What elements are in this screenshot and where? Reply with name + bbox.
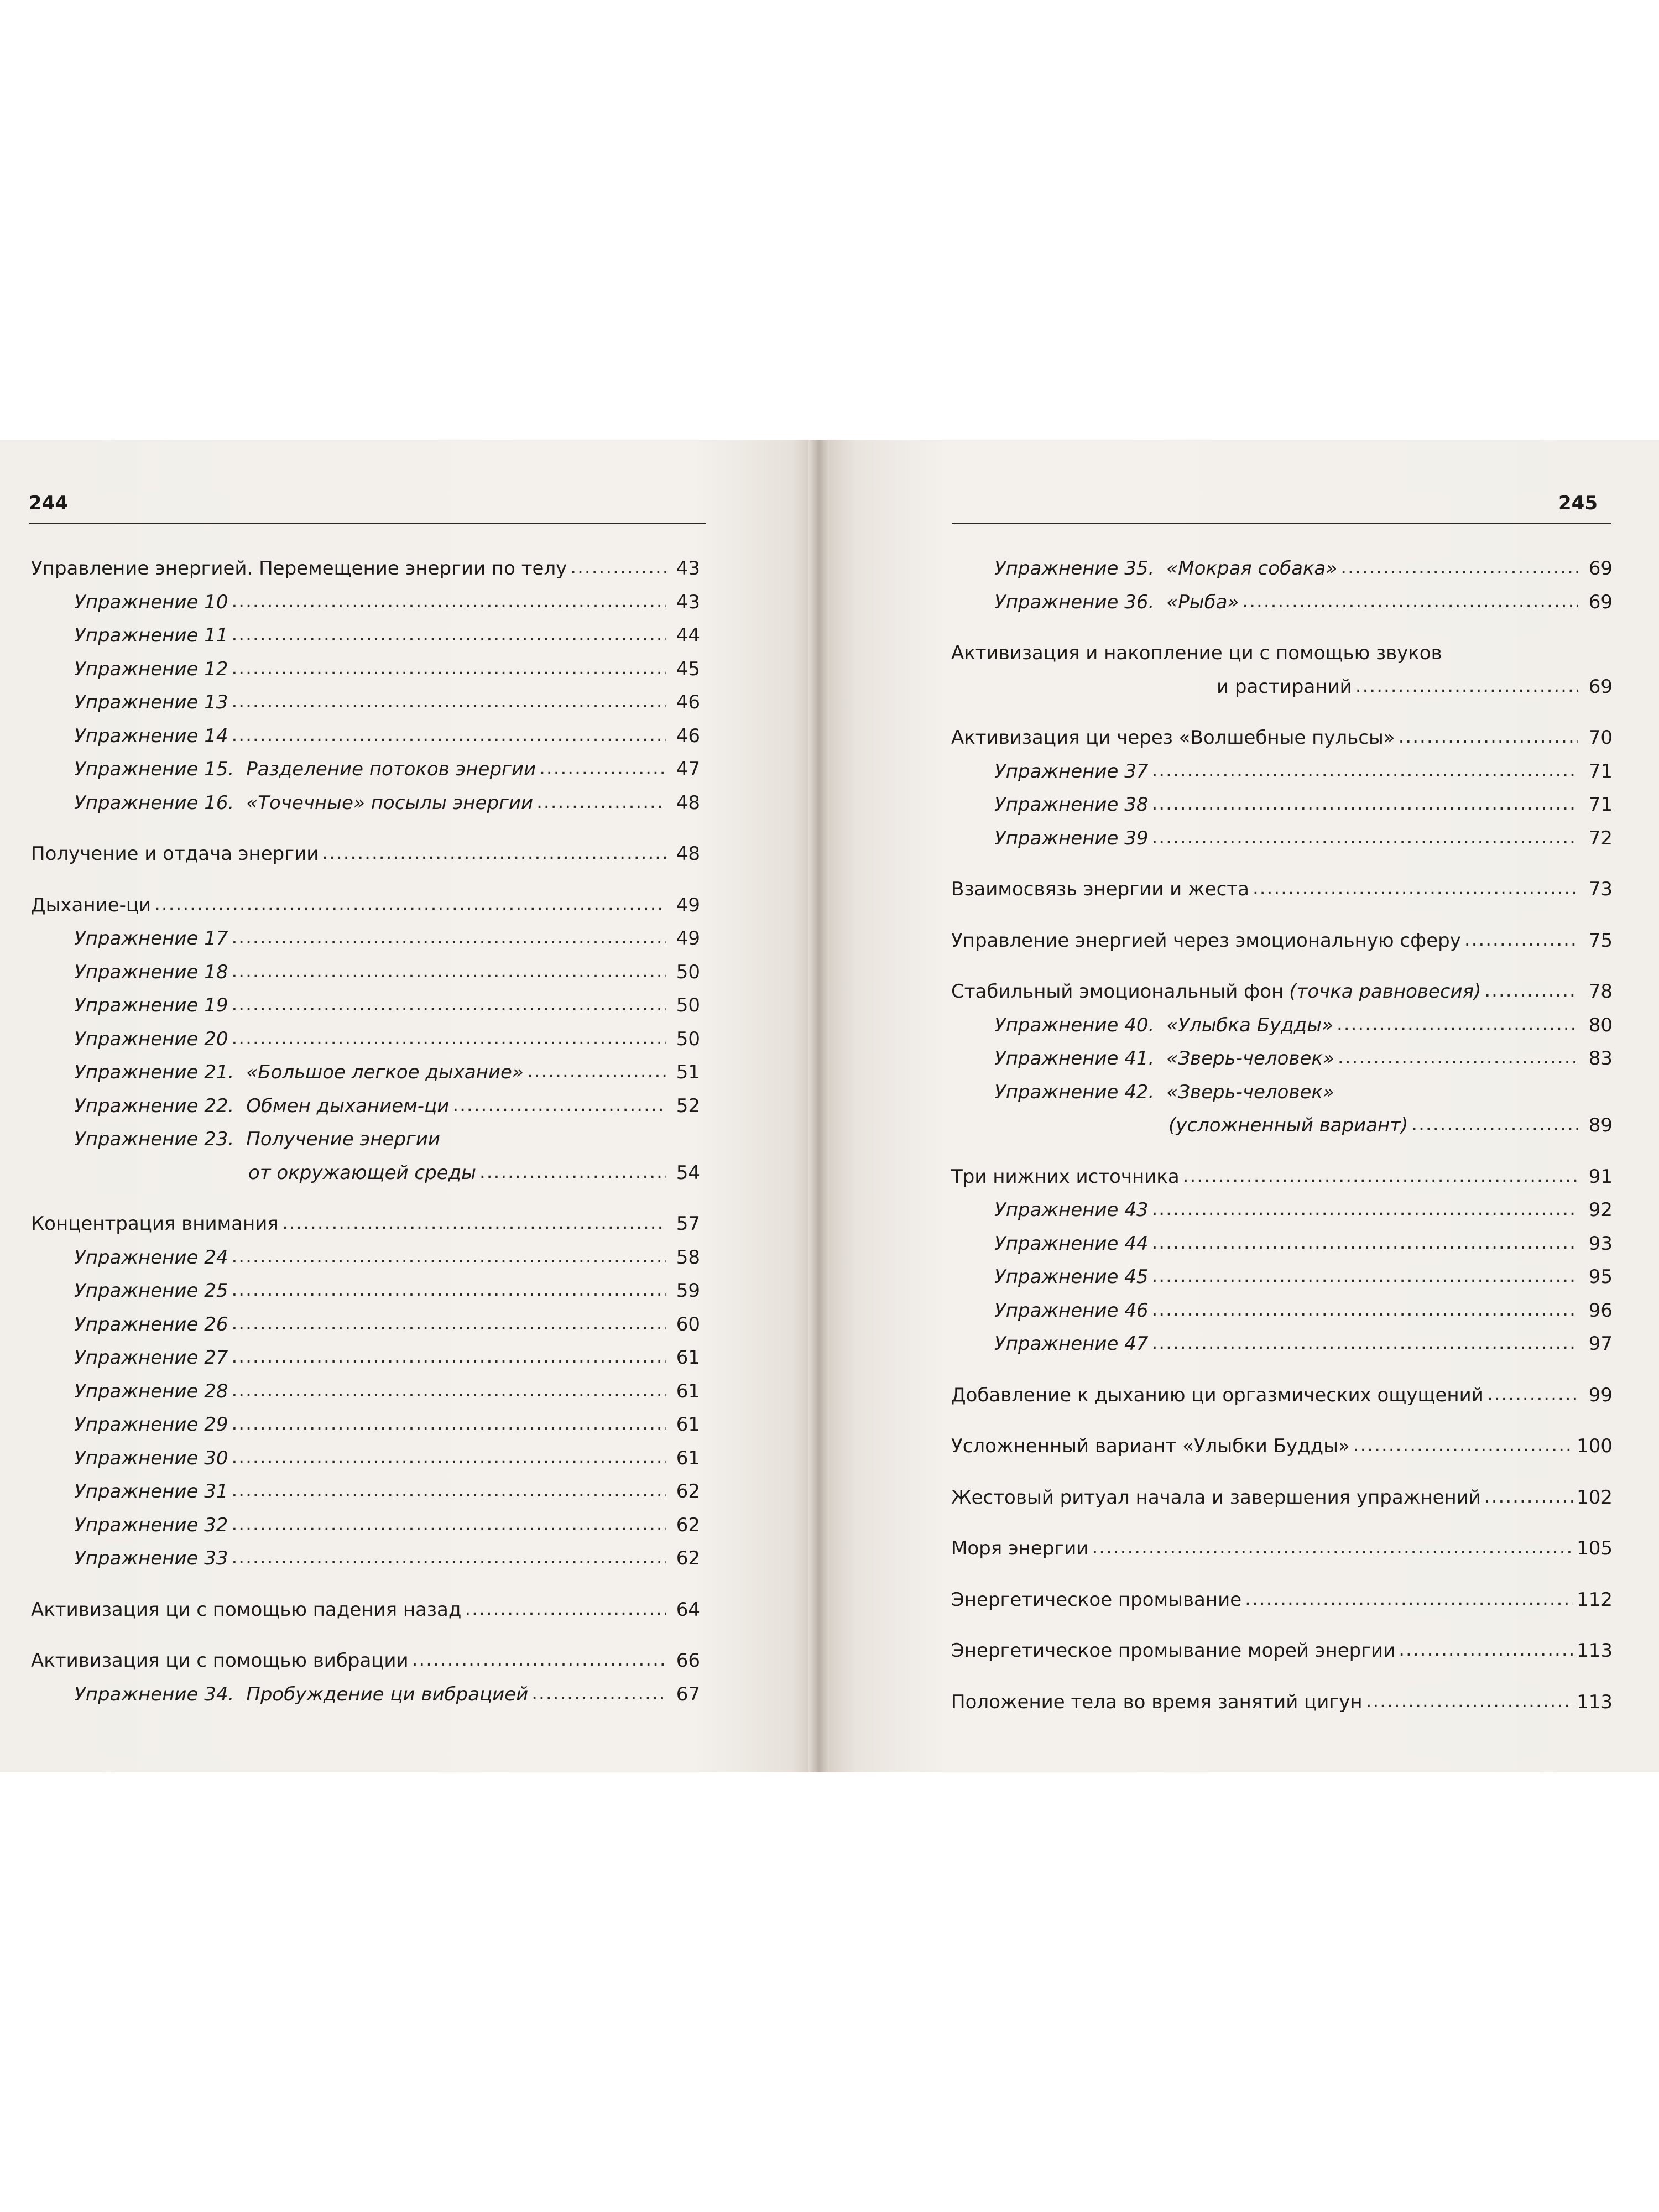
page-ref: 45 — [676, 658, 700, 680]
dot-leader — [479, 1155, 666, 1189]
toc-exercise-entry — [31, 686, 700, 719]
exercise-number: Упражнение 25 — [74, 1280, 228, 1302]
exercise-number: Упражнение 45 — [994, 1266, 1149, 1288]
dot-leader — [1484, 1480, 1573, 1514]
page-ref: 69 — [1588, 591, 1613, 613]
page-ref: 113 — [1577, 1640, 1613, 1662]
page-ref: 80 — [1588, 1014, 1613, 1036]
section-title: Жестовый ритуал начала и завершения упражнений — [951, 1486, 1481, 1509]
toc-exercise-entry — [31, 753, 700, 786]
exercise-number: Упражнение 36. — [994, 591, 1155, 613]
right-page-number: 245 — [1558, 492, 1598, 514]
exercise-number: Упражнение 35. — [994, 557, 1155, 580]
left-toc — [31, 552, 700, 1711]
page-ref: 71 — [1588, 760, 1613, 782]
section-title: Получение и отдача энергии — [31, 843, 319, 865]
page-ref: 75 — [1588, 929, 1613, 952]
toc-section-entry — [951, 1686, 1613, 1719]
page-ref: 91 — [1588, 1165, 1613, 1188]
dot-leader — [231, 1240, 666, 1274]
toc-exercise-entry — [951, 1193, 1613, 1227]
entry-title-continuation: и растираний — [1217, 675, 1352, 698]
toc-exercise-entry — [31, 619, 700, 653]
dot-leader — [231, 1021, 666, 1055]
book-gutter — [808, 440, 830, 1772]
toc-exercise-entry — [31, 1056, 700, 1089]
toc-exercise-entry — [31, 1123, 700, 1190]
dot-leader — [1399, 1633, 1573, 1667]
exercise-number: Упражнение 16. — [74, 791, 234, 814]
dot-leader — [1355, 669, 1578, 703]
dot-leader — [231, 1273, 666, 1307]
page-ref: 69 — [1588, 675, 1613, 698]
page-ref: 64 — [676, 1598, 700, 1621]
exercise-title: Пробуждение ци вибрацией — [246, 1683, 529, 1705]
dot-leader — [1245, 1582, 1573, 1616]
page-ref: 95 — [1588, 1266, 1613, 1288]
page-ref: 57 — [676, 1213, 700, 1235]
dot-leader — [231, 651, 666, 685]
exercise-number: Упражнение 42. — [994, 1081, 1155, 1103]
exercise-number: Упражнение 27 — [74, 1347, 228, 1369]
section-title-italic: (точка равновесия) — [1289, 980, 1481, 1003]
toc-exercise-entry — [31, 1475, 700, 1509]
page-ref: 100 — [1577, 1435, 1613, 1457]
exercise-title: «Зверь-человек» — [1166, 1081, 1334, 1103]
toc-exercise-entry — [31, 786, 700, 820]
exercise-title: Обмен дыханием-ци — [246, 1094, 450, 1117]
left-header-rule — [29, 523, 706, 524]
toc-exercise-entry — [951, 1327, 1613, 1361]
page-ref: 70 — [1588, 727, 1613, 749]
toc-section-entry — [31, 837, 700, 871]
dot-leader — [1487, 1378, 1578, 1411]
dot-leader — [412, 1643, 666, 1677]
dot-leader — [1092, 1531, 1573, 1564]
page-ref: 67 — [676, 1683, 700, 1705]
page-ref: 46 — [676, 691, 700, 713]
toc-section-entry — [31, 1207, 700, 1241]
dot-leader — [1151, 754, 1578, 787]
exercise-number: Упражнение 34. — [74, 1683, 234, 1705]
toc-section-entry — [951, 1532, 1613, 1566]
toc-exercise-entry — [951, 1260, 1613, 1294]
dot-leader — [282, 1206, 666, 1240]
page-ref: 102 — [1577, 1486, 1613, 1509]
dot-leader — [1411, 1108, 1578, 1141]
section-title: Дыхание-ци — [31, 894, 152, 916]
page-ref: 50 — [676, 961, 700, 983]
page-ref: 69 — [1588, 557, 1613, 580]
dot-leader — [231, 1407, 666, 1441]
section-title: Активизация ци с помощью вибрации — [31, 1650, 409, 1672]
entry-title-continuation: от окружающей среды — [248, 1161, 476, 1184]
toc-section-entry — [951, 721, 1613, 755]
toc-exercise-entry — [31, 1678, 700, 1712]
exercise-number: Упражнение 31 — [74, 1480, 228, 1503]
toc-exercise-entry — [951, 1294, 1613, 1328]
section-title: Энергетическое промывание — [951, 1588, 1242, 1611]
page-ref: 48 — [676, 791, 700, 814]
section-title: Три нижних источника — [951, 1165, 1180, 1188]
exercise-number: Упражнение 41. — [994, 1047, 1155, 1070]
toc-section-entry — [951, 1160, 1613, 1194]
exercise-number: Упражнение 14 — [74, 724, 228, 747]
exercise-number: Упражнение 24 — [74, 1246, 228, 1269]
toc-section-entry — [951, 1379, 1613, 1412]
toc-exercise-entry — [951, 586, 1613, 619]
section-title: Концентрация внимания — [31, 1213, 279, 1235]
toc-exercise-entry — [31, 1442, 700, 1475]
exercise-number: Упражнение 29 — [74, 1413, 228, 1436]
dot-leader — [1151, 1293, 1578, 1327]
dot-leader — [1399, 720, 1578, 754]
page-ref: 83 — [1588, 1047, 1613, 1070]
dot-leader — [231, 1307, 666, 1340]
toc-exercise-entry — [31, 956, 700, 989]
page-ref: 61 — [676, 1413, 700, 1436]
section-title: Усложненный вариант «Улыбки Будды» — [951, 1435, 1350, 1457]
section-title: Управление энергией через эмоциональную сферу — [951, 929, 1461, 952]
dot-leader — [531, 1677, 666, 1710]
exercise-number: Упражнение 33 — [74, 1547, 228, 1569]
dot-leader — [231, 685, 666, 718]
toc-exercise-entry — [31, 1341, 700, 1375]
toc-section-entry — [951, 924, 1613, 958]
dot-leader — [1253, 872, 1578, 905]
exercise-number: Упражнение 21. — [74, 1061, 234, 1083]
page-ref: 113 — [1577, 1691, 1613, 1713]
exercise-number: Упражнение 19 — [74, 994, 228, 1016]
page-ref: 62 — [676, 1480, 700, 1503]
dot-leader — [1151, 1259, 1578, 1293]
exercise-title: «Зверь-человек» — [1166, 1047, 1334, 1070]
right-toc — [951, 552, 1613, 1719]
dot-leader — [1151, 821, 1578, 854]
dot-leader — [1338, 1041, 1578, 1074]
exercise-number: Упражнение 13 — [74, 691, 228, 713]
left-page-number: 244 — [29, 492, 68, 514]
page-ref: 52 — [676, 1094, 700, 1117]
dot-leader — [1464, 923, 1578, 957]
exercise-number: Упражнение 15. — [74, 758, 234, 780]
dot-leader — [527, 1055, 666, 1088]
exercise-number: Упражнение 28 — [74, 1380, 228, 1402]
dot-leader — [231, 988, 666, 1021]
dot-leader — [231, 954, 666, 988]
exercise-number: Упражнение 47 — [994, 1333, 1149, 1355]
page-ref: 71 — [1588, 794, 1613, 816]
exercise-title: «Большое легкое дыхание» — [246, 1061, 524, 1083]
exercise-number: Упражнение 20 — [74, 1027, 228, 1050]
page-ref: 50 — [676, 994, 700, 1016]
page-ref: 112 — [1577, 1588, 1613, 1611]
page-ref: 99 — [1588, 1384, 1613, 1406]
toc-exercise-entry — [31, 586, 700, 619]
exercise-title: «Мокрая собака» — [1166, 557, 1338, 580]
toc-exercise-entry — [31, 1022, 700, 1056]
toc-exercise-entry — [31, 1542, 700, 1575]
toc-exercise-entry — [31, 1274, 700, 1308]
toc-exercise-entry — [951, 1042, 1613, 1076]
page-ref: 51 — [676, 1061, 700, 1083]
toc-exercise-entry — [951, 1227, 1613, 1261]
toc-section-entry — [951, 637, 1613, 703]
page-ref: 61 — [676, 1347, 700, 1369]
exercise-number: Упражнение 38 — [994, 794, 1149, 816]
exercise-title: Получение энергии — [246, 1128, 440, 1150]
dot-leader — [1151, 1192, 1578, 1226]
toc-exercise-entry — [951, 755, 1613, 789]
section-title: Взаимосвязь энергии и жеста — [951, 878, 1249, 900]
exercise-number: Упражнение 18 — [74, 961, 228, 983]
toc-section-entry — [31, 1593, 700, 1627]
page-ref: 49 — [676, 927, 700, 950]
toc-exercise-entry — [31, 719, 700, 753]
page-ref: 47 — [676, 758, 700, 780]
dot-leader — [231, 1374, 666, 1407]
page-ref: 89 — [1588, 1114, 1613, 1136]
exercise-number: Упражнение 11 — [74, 624, 228, 646]
toc-section-entry — [951, 975, 1613, 1009]
dot-leader — [536, 785, 666, 819]
dot-leader — [1353, 1428, 1573, 1462]
dot-leader — [1151, 1226, 1578, 1260]
page-ref: 59 — [676, 1280, 700, 1302]
toc-exercise-entry — [951, 1076, 1613, 1142]
section-title: Активизация ци с помощью падения назад — [31, 1598, 462, 1621]
exercise-number: Упражнение 37 — [994, 760, 1149, 782]
exercise-number: Упражнение 10 — [74, 591, 228, 613]
dot-leader — [1242, 585, 1578, 618]
dot-leader — [1366, 1684, 1574, 1718]
dot-leader — [231, 1340, 666, 1374]
dot-leader — [231, 1541, 666, 1574]
page-ref: 66 — [676, 1650, 700, 1672]
page-ref: 61 — [676, 1447, 700, 1469]
toc-section-entry — [951, 873, 1613, 906]
toc-exercise-entry — [951, 788, 1613, 822]
dot-leader — [1183, 1159, 1578, 1193]
toc-exercise-entry — [31, 1308, 700, 1342]
dot-leader — [154, 888, 666, 921]
toc-section-entry — [951, 1430, 1613, 1463]
exercise-title: «Точечные» посылы энергии — [246, 791, 534, 814]
page-ref: 50 — [676, 1027, 700, 1050]
toc-exercise-entry — [951, 552, 1613, 586]
page-ref: 43 — [676, 591, 700, 613]
section-title: Моря энергии — [951, 1537, 1089, 1559]
page-ref: 62 — [676, 1547, 700, 1569]
dot-leader — [231, 1507, 666, 1541]
page-ref: 105 — [1577, 1537, 1613, 1559]
section-title: Энергетическое промывание морей энергии — [951, 1640, 1396, 1662]
dot-leader — [1340, 551, 1578, 585]
page-ref: 92 — [1588, 1199, 1613, 1221]
page-ref: 43 — [676, 557, 700, 580]
toc-section-entry — [31, 889, 700, 922]
dot-leader — [322, 836, 666, 870]
page-ref: 73 — [1588, 878, 1613, 900]
dot-leader — [231, 718, 666, 752]
dot-leader — [231, 585, 666, 618]
right-header-rule — [952, 523, 1611, 524]
exercise-title: «Улыбка Будды» — [1166, 1014, 1333, 1036]
exercise-number: Упражнение 46 — [994, 1299, 1149, 1322]
page-ref: 54 — [676, 1161, 700, 1184]
dot-leader — [231, 921, 666, 954]
dot-leader — [570, 551, 666, 585]
page-ref: 78 — [1588, 980, 1613, 1003]
toc-section-entry — [951, 1481, 1613, 1515]
page-ref: 58 — [676, 1246, 700, 1269]
section-title: Добавление к дыханию ци оргазмических ощущений — [951, 1384, 1484, 1406]
toc-exercise-entry — [31, 922, 700, 956]
dot-leader — [1337, 1008, 1578, 1041]
entry-title-continuation: (усложненный вариант) — [1168, 1114, 1408, 1136]
page-ref: 49 — [676, 894, 700, 916]
exercise-number: Упражнение 17 — [74, 927, 228, 950]
exercise-number: Упражнение 22. — [74, 1094, 234, 1117]
dot-leader — [465, 1592, 666, 1626]
toc-section-entry — [951, 1583, 1613, 1617]
exercise-number: Упражнение 12 — [74, 658, 228, 680]
section-title: Положение тела во время занятий цигун — [951, 1691, 1363, 1713]
exercise-number: Упражнение 44 — [994, 1232, 1149, 1255]
dot-leader — [1151, 787, 1578, 821]
toc-exercise-entry — [31, 1375, 700, 1408]
dot-leader — [231, 618, 666, 651]
page-ref: 97 — [1588, 1333, 1613, 1355]
toc-section-entry — [951, 1634, 1613, 1668]
dot-leader — [452, 1088, 666, 1122]
page-ref: 60 — [676, 1313, 700, 1335]
page-ref: 48 — [676, 843, 700, 865]
toc-exercise-entry — [31, 1509, 700, 1542]
toc-exercise-entry — [31, 1408, 700, 1442]
exercise-number: Упражнение 30 — [74, 1447, 228, 1469]
toc-exercise-entry — [951, 822, 1613, 855]
page-ref: 72 — [1588, 827, 1613, 849]
exercise-number: Упражнение 40. — [994, 1014, 1155, 1036]
exercise-number: Упражнение 26 — [74, 1313, 228, 1335]
section-title: Управление энергией. Перемещение энергии по телу — [31, 557, 567, 580]
page-ref: 46 — [676, 724, 700, 747]
section-title: Активизация ци через «Волшебные пульсы» — [951, 727, 1395, 749]
exercise-number: Упражнение 43 — [994, 1199, 1149, 1221]
exercise-number: Упражнение 32 — [74, 1514, 228, 1536]
dot-leader — [1151, 1326, 1578, 1360]
toc-exercise-entry — [31, 1089, 700, 1123]
dot-leader — [1484, 974, 1578, 1008]
exercise-title: «Рыба» — [1166, 591, 1239, 613]
dot-leader — [231, 1441, 666, 1474]
page-ref: 44 — [676, 624, 700, 646]
dot-leader — [231, 1474, 666, 1507]
toc-exercise-entry — [31, 1241, 700, 1275]
page-ref: 61 — [676, 1380, 700, 1402]
toc-section-entry — [31, 1644, 700, 1678]
toc-exercise-entry — [31, 989, 700, 1022]
toc-exercise-entry — [951, 1009, 1613, 1042]
page-ref: 93 — [1588, 1232, 1613, 1255]
exercise-number: Упражнение 39 — [994, 827, 1149, 849]
section-title: Активизация и накопление ци с помощью звуков — [951, 642, 1442, 664]
section-title: Стабильный эмоциональный фон — [951, 980, 1284, 1003]
exercise-number: Упражнение 23. — [74, 1128, 234, 1150]
page-ref: 62 — [676, 1514, 700, 1536]
toc-exercise-entry — [31, 653, 700, 686]
dot-leader — [539, 752, 666, 785]
page-ref: 96 — [1588, 1299, 1613, 1322]
toc-section-entry — [31, 552, 700, 586]
exercise-title: Разделение потоков энергии — [246, 758, 536, 780]
